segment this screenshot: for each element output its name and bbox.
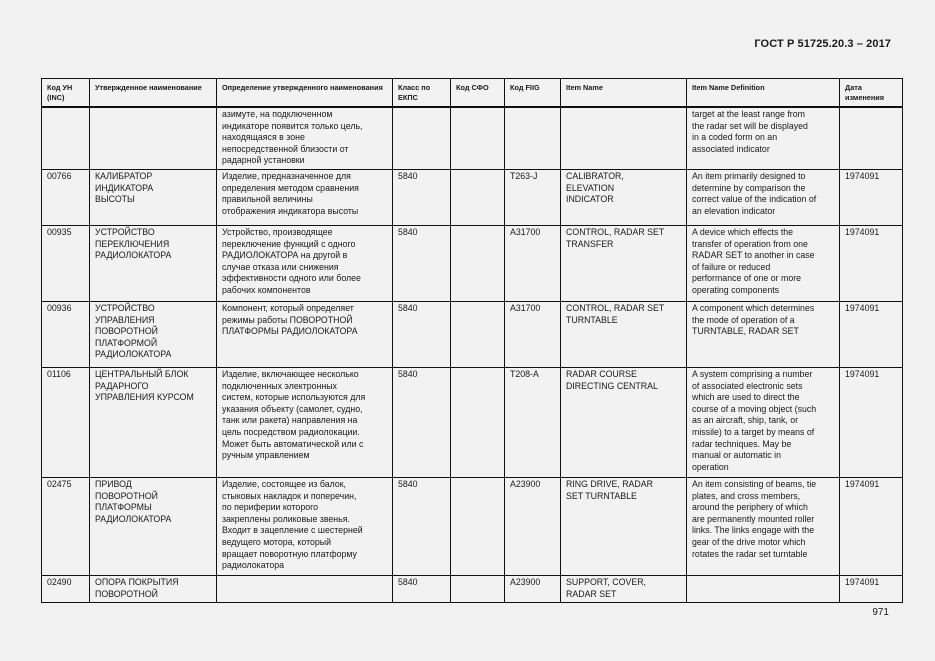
cell-class: 5840	[393, 575, 451, 602]
cell-inc: 02490	[42, 575, 90, 602]
cell-inc: 02475	[42, 477, 90, 575]
table-row	[42, 367, 903, 477]
cell-name-ru: ОПОРА ПОКРЫТИЯ ПОВОРОТНОЙ	[90, 575, 217, 602]
table-row	[42, 575, 903, 602]
cell-date: 1974091	[840, 301, 903, 367]
header-definition-ru: Определение утвержденного наименования	[217, 79, 393, 108]
cell-definition-ru: Изделие, состоящее из балок, стыковых накладок и поперечин, по периферии которого закреплены роликовые звенья. Входит в зацепление с шестерней ведущего мотора, который вращает поворотную платформу радиолокатора	[217, 477, 393, 575]
cell-inc	[42, 107, 90, 169]
cell-item-definition	[687, 575, 840, 602]
document-code: ГОСТ Р 51725.20.3 – 2017	[754, 38, 891, 50]
cell-fiig: A23900	[505, 477, 561, 575]
cell-class: 5840	[393, 477, 451, 575]
cell-inc: 00936	[42, 301, 90, 367]
header-class: Класс по ЕКПС	[393, 79, 451, 108]
cell-definition-ru: Изделие, предназначенное для определения методом сравнения правильной величины отображения индикатора высоты	[217, 169, 393, 225]
cell-fiig: A31700	[505, 225, 561, 301]
cell-sfo	[451, 477, 505, 575]
cell-item-name: SUPPORT, COVER, RADAR SET	[561, 575, 687, 602]
cell-date	[840, 107, 903, 169]
cell-name-ru: УСТРОЙСТВО ПЕРЕКЛЮЧЕНИЯ РАДИОЛОКАТОРА	[90, 225, 217, 301]
cell-name-ru	[90, 107, 217, 169]
cell-item-definition: A component which determines the mode of operation of a TURNTABLE, RADAR SET	[687, 301, 840, 367]
cell-date: 1974091	[840, 225, 903, 301]
cell-definition-ru: Компонент, который определяет режимы работы ПОВОРОТНОЙ ПЛАТФОРМЫ РАДИОЛОКАТОРА	[217, 301, 393, 367]
cell-date: 1974091	[840, 367, 903, 477]
cell-item-definition: An item consisting of beams, tie plates, and cross members, around the periphery of which are permanently mounted roller links. The links engage with the gear of the drive motor which rotates the radar set turntable	[687, 477, 840, 575]
header-fiig: Код FIIG	[505, 79, 561, 108]
cell-name-ru: КАЛИБРАТОР ИНДИКАТОРА ВЫСОТЫ	[90, 169, 217, 225]
cell-fiig	[505, 107, 561, 169]
cell-class: 5840	[393, 367, 451, 477]
cell-sfo	[451, 107, 505, 169]
cell-item-name: CONTROL, RADAR SET TURNTABLE	[561, 301, 687, 367]
cell-item-definition: target at the least range from the radar set will be displayed in a coded form on an associated indicator	[687, 107, 840, 169]
header-inc: Код УН (INC)	[42, 79, 90, 108]
header-item-definition: Item Name Definition	[687, 79, 840, 108]
cell-item-definition: An item primarily designed to determine by comparison the correct value of the indication of an elevation indicator	[687, 169, 840, 225]
table-row	[42, 477, 903, 575]
item-name-table	[41, 78, 903, 603]
table-header-row	[42, 79, 903, 108]
cell-definition-ru: Изделие, включающее несколько подключенных электронных систем, которые используются для указания объекту (самолет, судно, танк или ракета) направления на цель посредством радиолокации. Может быть автоматической или с ручным управлением	[217, 367, 393, 477]
cell-fiig: A31700	[505, 301, 561, 367]
cell-item-definition: A device which effects the transfer of operation from one RADAR SET to another in case of failure or reduced performance of one or more operating components	[687, 225, 840, 301]
cell-fiig: T208-A	[505, 367, 561, 477]
cell-name-ru: ЦЕНТРАЛЬНЫЙ БЛОК РАДАРНОГО УПРАВЛЕНИЯ КУРСОМ	[90, 367, 217, 477]
cell-class	[393, 107, 451, 169]
cell-inc: 00766	[42, 169, 90, 225]
cell-class: 5840	[393, 301, 451, 367]
cell-definition-ru: азимуте, на подключенном индикаторе появится только цель, находящаяся в зоне непосредственной близости от радарной установки	[217, 107, 393, 169]
cell-class: 5840	[393, 225, 451, 301]
cell-item-name	[561, 107, 687, 169]
cell-date: 1974091	[840, 575, 903, 602]
cell-sfo	[451, 367, 505, 477]
table-row	[42, 107, 903, 169]
cell-sfo	[451, 169, 505, 225]
cell-inc: 01106	[42, 367, 90, 477]
cell-item-name: CALIBRATOR, ELEVATION INDICATOR	[561, 169, 687, 225]
table-row	[42, 301, 903, 367]
cell-name-ru: ПРИВОД ПОВОРОТНОЙ ПЛАТФОРМЫ РАДИОЛОКАТОРА	[90, 477, 217, 575]
table-row	[42, 225, 903, 301]
header-name-ru: Утвержденное наименование	[90, 79, 217, 108]
header-sfo: Код СФО	[451, 79, 505, 108]
cell-sfo	[451, 301, 505, 367]
cell-fiig: A23900	[505, 575, 561, 602]
cell-name-ru: УСТРОЙСТВО УПРАВЛЕНИЯ ПОВОРОТНОЙ ПЛАТФОРМОЙ РАДИОЛОКАТОРА	[90, 301, 217, 367]
cell-fiig: T263-J	[505, 169, 561, 225]
header-date: Дата изменения	[840, 79, 903, 108]
cell-class: 5840	[393, 169, 451, 225]
cell-inc: 00935	[42, 225, 90, 301]
cell-definition-ru: Устройство, производящее переключение функций с одного РАДИОЛОКАТОРА на другой в случае отказа или снижения эффективности одного или более рабочих компонентов	[217, 225, 393, 301]
cell-definition-ru	[217, 575, 393, 602]
cell-sfo	[451, 225, 505, 301]
cell-date: 1974091	[840, 169, 903, 225]
cell-item-name: RING DRIVE, RADAR SET TURNTABLE	[561, 477, 687, 575]
header-item-name: Item Name	[561, 79, 687, 108]
cell-sfo	[451, 575, 505, 602]
cell-item-definition: A system comprising a number of associated electronic sets which are used to direct the course of a moving object (such as an aircraft, ship, tank, or missile) to a target by means of radar techniques. May be manual or automatic in operation	[687, 367, 840, 477]
cell-item-name: RADAR COURSE DIRECTING CENTRAL	[561, 367, 687, 477]
table-row	[42, 169, 903, 225]
cell-date: 1974091	[840, 477, 903, 575]
page-number: 971	[872, 607, 889, 618]
cell-item-name: CONTROL, RADAR SET TRANSFER	[561, 225, 687, 301]
